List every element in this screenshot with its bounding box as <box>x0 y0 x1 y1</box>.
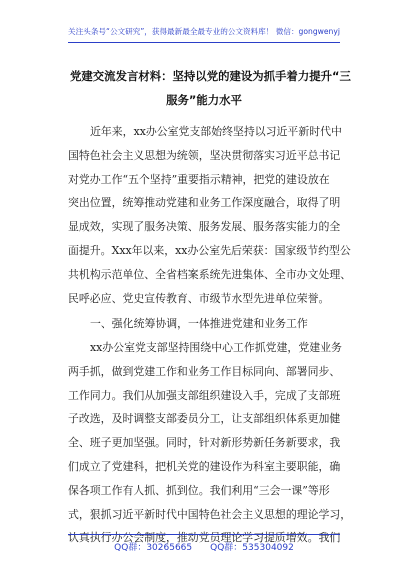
footer-qq-group-2: QQ群：535304092 <box>210 543 294 553</box>
paragraph-2 <box>68 336 352 550</box>
text-line: 两手抓，做到党建工作和业务工作目标同向、部署同步、 <box>68 364 341 378</box>
footer-qq-group-1: QQ群：30265665 <box>114 543 193 553</box>
paragraph-1 <box>68 120 352 310</box>
text-line: 近年来，xx办公室党支部始终坚持以习近平新时代中 <box>90 125 342 138</box>
text-line: xx办公室党支部坚持围绕中心工作抓党建，党建业务 <box>90 341 342 354</box>
text-line: 民呼必应、党史宣传教育、市级节水型先进单位荣誉。 <box>68 291 330 305</box>
text-line: 共机构示范单位、全省档案系统先进集体、全市办文处理、 <box>68 267 352 281</box>
text-line: 认真执行办公会制度，推动党员理论学习提质增效。我们 <box>68 531 341 545</box>
text-line: 工作同力。我们从加强支部组织建设入手，完成了支部班 <box>68 388 341 402</box>
text-line: 保各项工作有人抓、抓到位。我们利用“三会一课”等形 <box>68 483 330 497</box>
title-line-1: 党建交流发言材料：坚持以党的建设为抓手着力提升“三 <box>70 69 351 83</box>
text-line: 们成立了党建科，把机关党的建设作为科室主要职能，确 <box>68 459 341 473</box>
footer-divider <box>68 534 340 535</box>
section-heading-1 <box>68 312 340 336</box>
text-line: 突出位置，统筹推动党建和业务工作深度融合，取得了明 <box>68 196 341 210</box>
page-footer <box>0 534 408 564</box>
page-header <box>0 0 408 48</box>
header-divider <box>68 42 340 43</box>
text-line: 全、班子更加坚强。同时，针对新形势新任务新要求，我 <box>68 436 341 450</box>
text-line: 国特色社会主义思想为统领，坚决贯彻落实习近平总书记 <box>68 148 341 162</box>
title-line-2: 服务”能力水平 <box>166 93 242 107</box>
heading-text: 一、强化统筹协调，一体推进党建和业务工作 <box>90 317 308 330</box>
text-line: 显成效，实现了服务决策、服务发展、服务落实能力的全 <box>68 220 341 234</box>
header-notice: 关注头条号“公文研究”，获得最新最全最专业的公文资料库！ 微信：gongwenyj <box>68 27 340 36</box>
text-line: 对党办工作“五个坚持”重要指示精神，把党的建设放在 <box>68 172 330 186</box>
text-line: 面提升。Xxx年以来，xx办公室先后荣获：国家级节约型公 <box>68 243 351 257</box>
footer-contacts <box>0 540 408 553</box>
text-line: 子改选，及时调整支部委员分工，让支部组织体系更加健 <box>68 412 341 426</box>
text-line: 式，狠抓习近平新时代中国特色社会主义思想的理论学习， <box>68 507 352 521</box>
document-title <box>70 64 351 112</box>
